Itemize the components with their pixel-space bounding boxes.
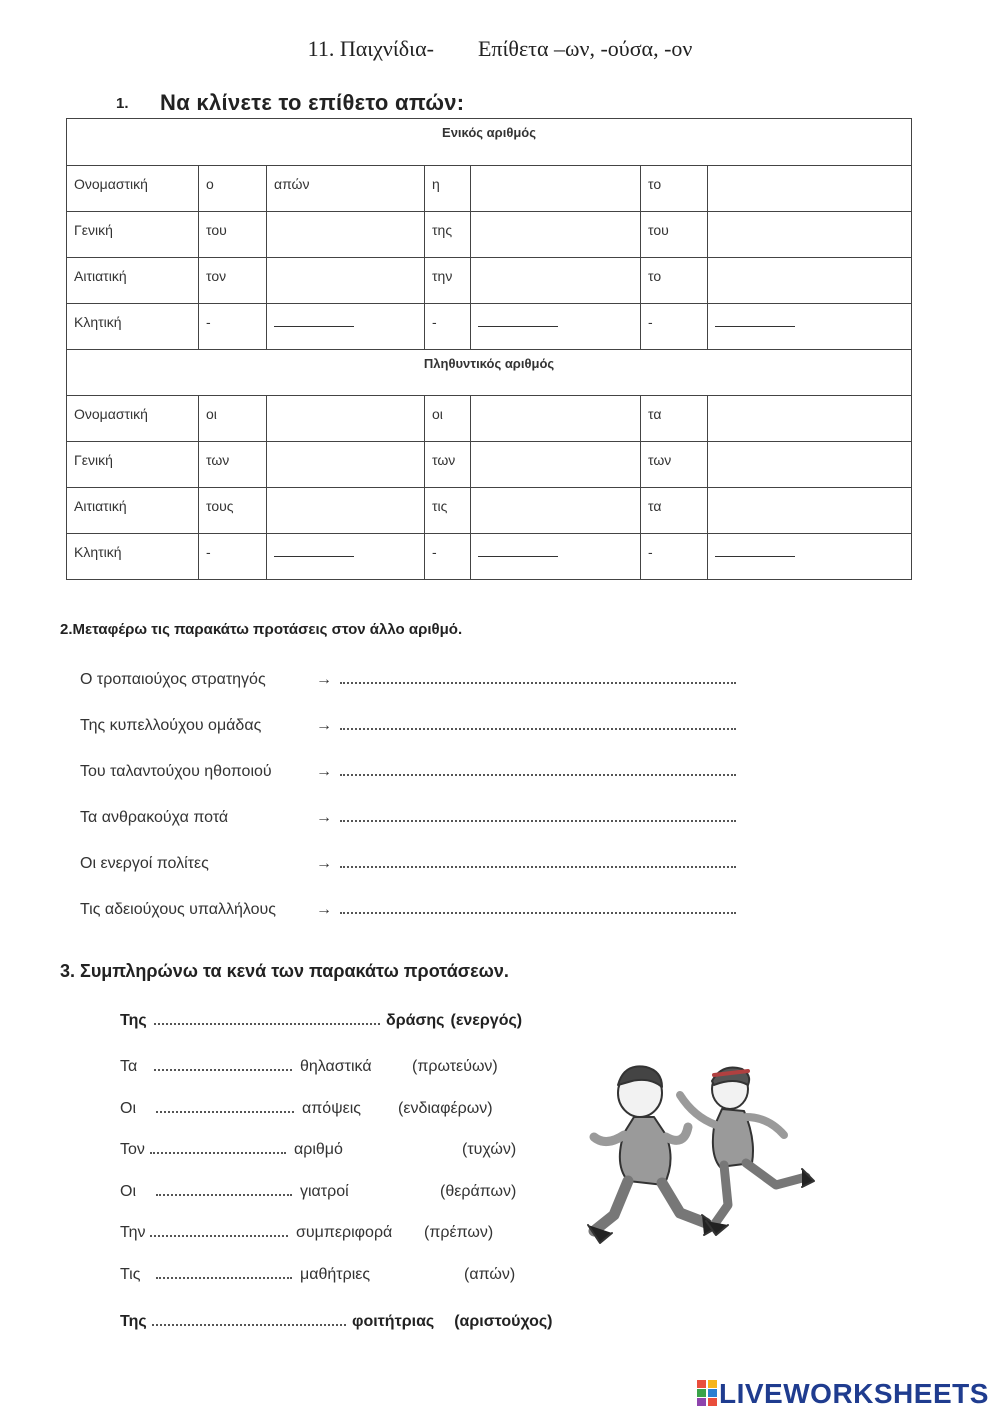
- neut-article: τα: [641, 396, 708, 442]
- masc-article: -: [199, 534, 267, 580]
- answer-blank[interactable]: [715, 548, 795, 557]
- masc-article: ο: [199, 166, 267, 212]
- answer-line[interactable]: [156, 1182, 292, 1196]
- fill-row: [120, 1011, 522, 1030]
- noun: γιατροί: [300, 1183, 349, 1200]
- plural-header: Πληθυντικός αριθμός: [67, 350, 912, 396]
- page-title: [0, 36, 1000, 62]
- source-phrase: Του ταλαντούχου ηθοποιού: [80, 763, 272, 780]
- transform-row: [80, 670, 736, 689]
- answer-blank[interactable]: [478, 548, 558, 557]
- table-row: [67, 442, 912, 488]
- answer-line[interactable]: [340, 808, 736, 822]
- masc-answer-cell[interactable]: [267, 488, 425, 534]
- answer-blank[interactable]: [478, 318, 558, 327]
- arrow-right-icon: →: [316, 717, 332, 734]
- exercise-1-number: 1.: [116, 95, 129, 112]
- answer-line[interactable]: [154, 1057, 292, 1071]
- case-label: Ονομαστική: [67, 166, 199, 212]
- transform-row: [80, 762, 736, 781]
- neut-answer-cell[interactable]: [708, 212, 912, 258]
- fem-article: των: [425, 442, 471, 488]
- article: Της: [120, 1012, 147, 1029]
- masc-answer-cell[interactable]: [267, 258, 425, 304]
- noun: φοιτήτριας: [352, 1313, 435, 1330]
- neut-article: -: [641, 534, 708, 580]
- exercise-1-title: Να κλίνετε το επίθετο απών:: [160, 90, 465, 115]
- case-label: Ονομαστική: [67, 396, 199, 442]
- answer-line[interactable]: [340, 762, 736, 776]
- arrow-right-icon: →: [316, 809, 332, 826]
- table-row: [67, 534, 912, 580]
- logo-mark-icon: [697, 1380, 717, 1406]
- hint: (αριστούχος): [454, 1313, 553, 1330]
- neut-article: το: [641, 258, 708, 304]
- table-row: [67, 488, 912, 534]
- answer-line[interactable]: [340, 670, 736, 684]
- neut-article: τα: [641, 488, 708, 534]
- answer-blank[interactable]: [715, 318, 795, 327]
- transform-row: [80, 808, 736, 827]
- neut-answer-cell[interactable]: [708, 166, 912, 212]
- fem-article: την: [425, 258, 471, 304]
- answer-line[interactable]: [152, 1312, 346, 1326]
- fill-row: [120, 1099, 493, 1118]
- noun: συμπεριφορά: [296, 1224, 393, 1241]
- arrow-right-icon: →: [316, 855, 332, 872]
- neut-answer-cell[interactable]: [708, 442, 912, 488]
- arrow-right-icon: →: [316, 671, 332, 688]
- hint: (τυχών): [462, 1141, 517, 1158]
- neut-answer-cell[interactable]: [708, 304, 912, 350]
- neut-article: το: [641, 166, 708, 212]
- fill-row: [120, 1057, 498, 1076]
- transform-row: [80, 900, 736, 919]
- hint: (πρέπων): [424, 1224, 494, 1241]
- fem-article: -: [425, 534, 471, 580]
- fem-article: -: [425, 304, 471, 350]
- title-lesson: 11. Παιχνίδια-: [307, 36, 434, 61]
- fill-row: [120, 1223, 493, 1242]
- article: Της: [120, 1313, 147, 1330]
- hint: (θεράπων): [440, 1183, 517, 1200]
- article: Οι: [120, 1100, 136, 1117]
- table-row: [67, 166, 912, 212]
- masc-answer-cell[interactable]: [267, 442, 425, 488]
- fem-answer-cell[interactable]: [471, 396, 641, 442]
- fill-row: [120, 1312, 553, 1331]
- singular-header-row: [67, 119, 912, 166]
- answer-blank[interactable]: [274, 318, 354, 327]
- masc-article: των: [199, 442, 267, 488]
- exercise-3-title: 3. Συμπληρώνω τα κενά των παρακάτω προτάσεων.: [60, 961, 509, 981]
- source-phrase: Τα ανθρακούχα ποτά: [80, 809, 229, 826]
- masc-article: τον: [199, 258, 267, 304]
- fill-row: [120, 1182, 516, 1201]
- fem-answer-cell[interactable]: [471, 212, 641, 258]
- source-phrase: Ο τροπαιούχος στρατηγός: [80, 671, 266, 688]
- answer-line[interactable]: [340, 854, 736, 868]
- masc-answer-cell[interactable]: [267, 304, 425, 350]
- case-label: Γενική: [67, 442, 199, 488]
- transform-row: [80, 716, 736, 735]
- hint: (ενεργός): [450, 1012, 523, 1029]
- source-phrase: Της κυπελλούχου ομάδας: [80, 717, 262, 734]
- answer-line[interactable]: [154, 1011, 380, 1025]
- fem-answer-cell[interactable]: [471, 534, 641, 580]
- neut-article: του: [641, 212, 708, 258]
- answer-line[interactable]: [156, 1265, 292, 1279]
- masc-answer-cell[interactable]: [267, 212, 425, 258]
- answer-line[interactable]: [340, 900, 736, 914]
- answer-line[interactable]: [150, 1140, 286, 1154]
- answer-line[interactable]: [150, 1223, 288, 1237]
- fem-answer-cell[interactable]: [471, 258, 641, 304]
- masc-article: -: [199, 304, 267, 350]
- article: Οι: [120, 1183, 136, 1200]
- answer-line[interactable]: [340, 716, 736, 730]
- noun: θηλαστικά: [300, 1058, 372, 1075]
- fem-answer-cell[interactable]: [471, 442, 641, 488]
- case-label: Αιτιατική: [67, 258, 199, 304]
- noun: μαθήτριες: [300, 1266, 371, 1283]
- fill-row: [120, 1265, 515, 1284]
- masc-article: του: [199, 212, 267, 258]
- fem-answer-cell[interactable]: [471, 488, 641, 534]
- fem-article: οι: [425, 396, 471, 442]
- fem-article: της: [425, 212, 471, 258]
- fem-article: τις: [425, 488, 471, 534]
- masc-article: τους: [199, 488, 267, 534]
- neut-answer-cell[interactable]: [708, 258, 912, 304]
- article: Τον: [120, 1141, 145, 1158]
- masc-form-cell: απών: [267, 166, 425, 212]
- table-row: [67, 212, 912, 258]
- article: Την: [120, 1224, 146, 1241]
- table-row: [67, 396, 912, 442]
- table-row: [67, 304, 912, 350]
- running-children-illustration: [584, 1055, 816, 1251]
- logo-text: LIVEWORKSHEETS: [719, 1378, 989, 1409]
- fem-answer-cell[interactable]: [471, 166, 641, 212]
- hint: (ενδιαφέρων): [398, 1100, 493, 1117]
- article: Τις: [120, 1266, 141, 1283]
- masc-article: οι: [199, 396, 267, 442]
- source-phrase: Οι ενεργοί πολίτες: [80, 855, 209, 872]
- liveworksheets-logo: [697, 1378, 989, 1410]
- masc-answer-cell[interactable]: [267, 534, 425, 580]
- neut-answer-cell[interactable]: [708, 488, 912, 534]
- noun: αριθμό: [294, 1141, 343, 1158]
- hint: (πρωτεύων): [412, 1058, 498, 1075]
- source-phrase: Τις αδειούχους υπαλλήλους: [80, 901, 276, 918]
- neut-article: των: [641, 442, 708, 488]
- transform-row: [80, 854, 736, 873]
- neut-answer-cell[interactable]: [708, 396, 912, 442]
- arrow-right-icon: →: [316, 763, 332, 780]
- neut-answer-cell[interactable]: [708, 534, 912, 580]
- case-label: Γενική: [67, 212, 199, 258]
- arrow-right-icon: →: [316, 901, 332, 918]
- declension-table: [66, 118, 912, 580]
- answer-blank[interactable]: [274, 548, 354, 557]
- fem-answer-cell[interactable]: [471, 304, 641, 350]
- singular-header: Ενικός αριθμός: [67, 119, 912, 166]
- fem-article: η: [425, 166, 471, 212]
- noun: δράσης: [386, 1012, 445, 1029]
- masc-answer-cell[interactable]: [267, 396, 425, 442]
- table-row: [67, 258, 912, 304]
- plural-header-row: [67, 350, 912, 396]
- case-label: Κλητική: [67, 304, 199, 350]
- case-label: Αιτιατική: [67, 488, 199, 534]
- neut-article: -: [641, 304, 708, 350]
- hint: (απών): [464, 1266, 516, 1283]
- article: Τα: [120, 1058, 138, 1075]
- title-topic: Επίθετα –ων, -ούσα, -ον: [477, 36, 693, 61]
- noun: απόψεις: [302, 1100, 361, 1117]
- exercise-2-title: 2.Μεταφέρω τις παρακάτω προτάσεις στον άλλο αριθμό.: [60, 621, 463, 638]
- case-label: Κλητική: [67, 534, 199, 580]
- answer-line[interactable]: [156, 1099, 294, 1113]
- fill-row: [120, 1140, 516, 1159]
